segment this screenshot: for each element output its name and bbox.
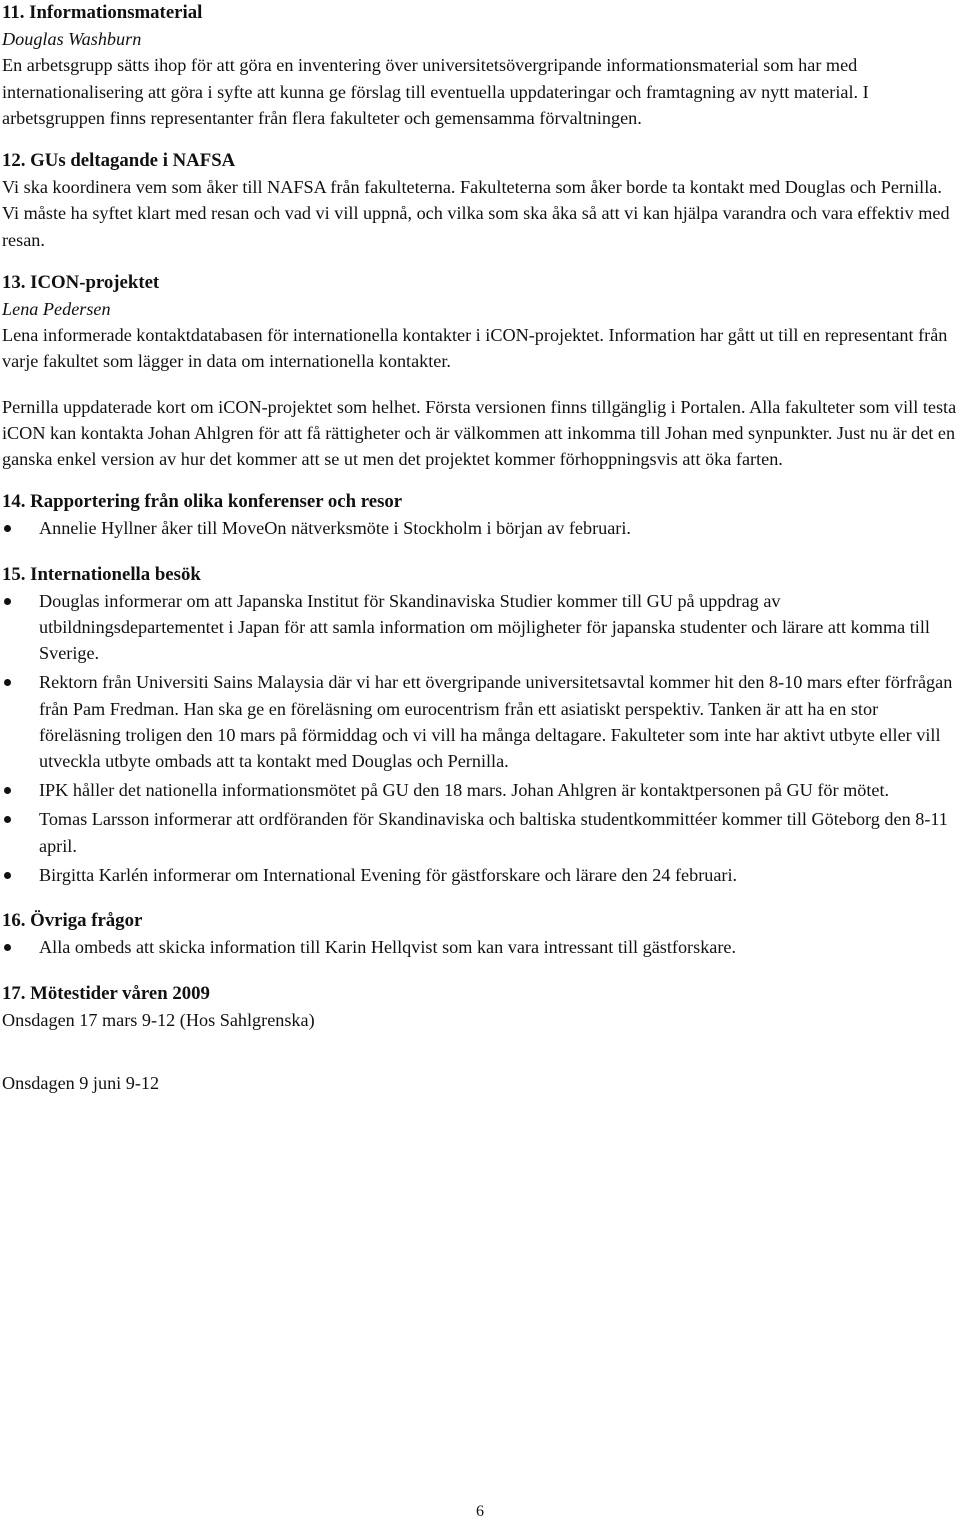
- list-item-text: Annelie Hyllner åker till MoveOn nätverksmöte i Stockholm i början av februari.: [39, 518, 631, 539]
- meeting-date: Onsdagen 9 juni 9-12: [2, 1072, 160, 1093]
- section-body: Vi ska koordinera vem som åker till NAFSA från fakulteterna. Fakulteterna som åker borde ta kontakt med Douglas och Pernilla. Vi måste ha syftet klart med resan och vad vi vill uppnå, och vilka som ska åka så att vi kan hjälpa varandra och vara effektiv med resan.: [2, 177, 950, 250]
- list-item: [2, 934, 958, 960]
- list-item: [2, 669, 958, 774]
- bullet-list: [2, 588, 958, 888]
- responsible-person: Douglas Washburn: [2, 29, 142, 50]
- bullet-list: [2, 515, 958, 541]
- section-14: [2, 489, 958, 541]
- list-item-text: Alla ombeds att skicka information till Karin Hellqvist som kan vara intressant till gästforskare.: [39, 937, 737, 958]
- section-heading: 15. Internationella besök: [2, 563, 201, 585]
- bullet-icon: [4, 679, 11, 686]
- list-item: [2, 777, 958, 803]
- list-item-text: Douglas informerar om att Japanska Institut för Skandinaviska Studier kommer till GU på uppdrag av utbildningsdepartementet i Japan för att samla information om möjligheter för japanska studenter och lärare att komma till Sverige.: [39, 590, 930, 664]
- section-heading: 16. Övriga frågor: [2, 910, 143, 932]
- list-item: [2, 806, 958, 858]
- bullet-icon: [4, 872, 11, 879]
- section-heading: 14. Rapportering från olika konferenser och resor: [2, 491, 403, 513]
- section-body: En arbetsgrupp sätts ihop för att göra en inventering över universitetsövergripande informationsmaterial som har med internationalisering att göra i syfte att kunna ge förslag till eventuella uppdateringar och framtagning av nytt material. I arbetsgruppen finns representanter från flera fakulteter och gemensamma förvaltningen.: [2, 55, 869, 128]
- section-17: [2, 981, 958, 1097]
- list-item: [2, 588, 958, 667]
- meeting-date: Onsdagen 17 mars 9-12 (Hos Sahlgrenska): [2, 1009, 315, 1030]
- bullet-icon: [4, 598, 11, 605]
- list-item: [2, 515, 958, 541]
- section-heading: 13. ICON-projektet: [2, 271, 160, 293]
- responsible-person: Lena Pedersen: [2, 299, 111, 320]
- bullet-list: [2, 934, 958, 960]
- bullet-icon: [4, 816, 11, 823]
- section-13: [2, 270, 958, 472]
- section-15: [2, 562, 958, 888]
- page-number: 6: [476, 1503, 484, 1520]
- section-16: [2, 908, 958, 960]
- list-item-text: Rektorn från Universiti Sains Malaysia där vi har ett övergripande universitetsavtal kommer hit den 8-10 mars efter förfrågan från Pam Fredman. Han ska ge en föreläsning om eurocentrism från ett asiatiskt perspektiv. Tanken är att ha en stor föreläsning troligen den 10 mars på förmiddag och vi vill ha många deltagare. Fakulteter som inte har aktivt utbyte eller vill utveckla utbyte ombads att ta kontakt med Douglas och Pernilla.: [39, 672, 953, 772]
- section-heading: 17. Mötestider våren 2009: [2, 982, 210, 1004]
- section-paragraph: Lena informerade kontaktdatabasen för internationella kontakter i iCON-projektet. Information har gått ut till en representant från varje fakultet som lägger in data om internationella kontakter.: [2, 325, 948, 372]
- section-11: [2, 0, 958, 131]
- section-heading: 12. GUs deltagande i NAFSA: [2, 150, 236, 172]
- section-paragraph: Pernilla uppdaterade kort om iCON-projektet som helhet. Första versionen finns tillgänglig i Portalen. Alla fakulteter som vill testa iCON kan kontakta Johan Ahlgren för att få rättigheter och är välkommen att inkomma till Johan med synpunkter. Just nu är det en ganska enkel version av hur det kommer att se ut men det projektet kommer förhoppningsvis att öka farten.: [2, 396, 957, 470]
- bullet-icon: [4, 944, 11, 951]
- section-heading: 11. Informationsmaterial: [2, 2, 203, 23]
- section-12: [2, 148, 958, 253]
- list-item-text: Birgitta Karlén informerar om International Evening för gästforskare och lärare den 24 februari.: [39, 864, 738, 885]
- list-item-text: Tomas Larsson informerar att ordföranden för Skandinaviska och baltiska studentkommittéer kommer till Göteborg den 8-11 april.: [39, 809, 948, 856]
- bullet-icon: [4, 525, 11, 532]
- list-item: [2, 862, 958, 888]
- list-item-text: IPK håller det nationella informationsmötet på GU den 18 mars. Johan Ahlgren är kontaktpersonen på GU för mötet.: [39, 780, 890, 801]
- bullet-icon: [4, 787, 11, 794]
